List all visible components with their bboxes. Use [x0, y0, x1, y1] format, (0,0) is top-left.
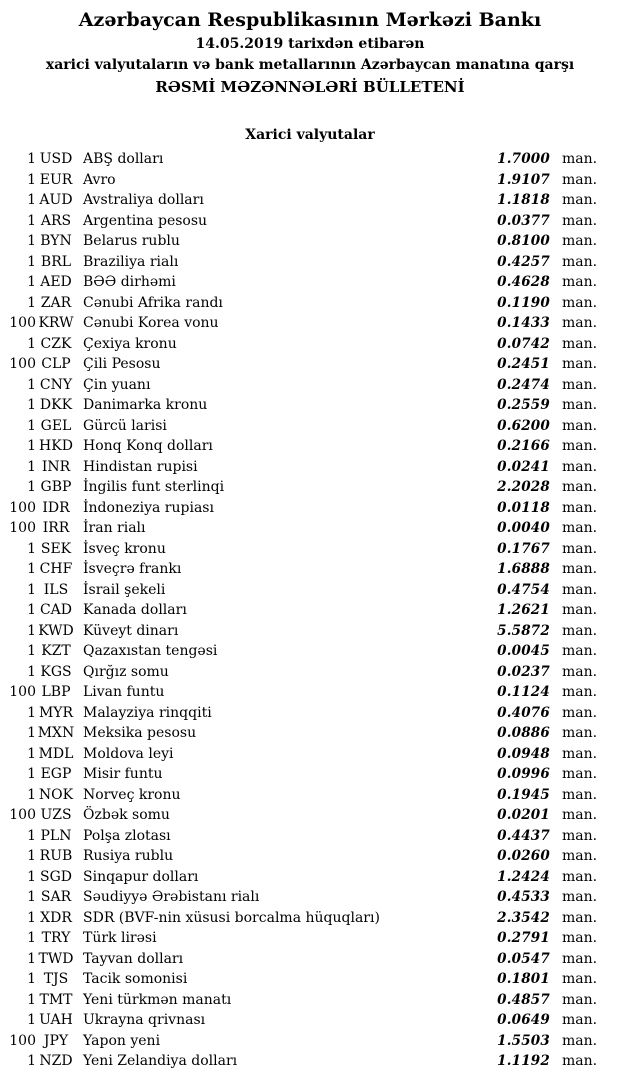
unit-label-cell: man.	[562, 766, 598, 783]
currency-code-cell: KZT	[41, 643, 71, 660]
unit-label-cell: man.	[562, 520, 598, 537]
section-title-foreign-currencies: Xarici valyutalar	[245, 127, 375, 143]
bulletin-header	[0, 0, 620, 98]
quantity-cell: 100	[9, 356, 36, 373]
unit-label-cell: man.	[562, 171, 598, 188]
rate-value-cell: 0.0996	[497, 766, 550, 783]
currency-name-cell: Cənubi Afrika randı	[83, 294, 223, 311]
currency-name-cell: Belarus rublu	[83, 233, 180, 250]
unit-label-cell: man.	[562, 151, 598, 168]
quantity-cell: 1	[27, 581, 36, 598]
unit-label-cell: man.	[562, 930, 598, 947]
table-row	[0, 498, 620, 519]
currency-name-cell: Çili Pesosu	[83, 356, 161, 373]
unit-label-cell: man.	[562, 889, 598, 906]
table-row	[0, 518, 620, 539]
rate-value-cell: 0.0040	[497, 520, 550, 537]
quantity-cell: 1	[27, 622, 36, 639]
rate-value-cell: 0.4437	[497, 827, 550, 844]
quantity-cell: 1	[27, 253, 36, 270]
currency-name-cell: Türk lirəsi	[83, 930, 157, 947]
rate-value-cell: 1.2621	[497, 602, 550, 619]
quantity-cell: 1	[27, 909, 36, 926]
quantity-cell: 100	[9, 499, 36, 516]
rate-value-cell: 0.1433	[497, 315, 550, 332]
unit-label-cell: man.	[562, 274, 598, 291]
table-row	[0, 703, 620, 724]
table-row	[0, 641, 620, 662]
rate-value-cell: 0.0742	[497, 335, 550, 352]
rate-value-cell: 0.8100	[497, 233, 550, 250]
exchange-rates-table-body	[0, 149, 620, 1072]
unit-label-cell: man.	[562, 725, 598, 742]
rate-value-cell: 0.4754	[497, 581, 550, 598]
currency-name-cell: Qırğız somu	[83, 663, 169, 680]
currency-code-cell: USD	[39, 151, 73, 168]
unit-label-cell: man.	[562, 971, 598, 988]
currency-code-cell: GBP	[40, 479, 72, 496]
table-row	[0, 272, 620, 293]
rate-value-cell: 0.0045	[497, 643, 550, 660]
unit-label-cell: man.	[562, 807, 598, 824]
currency-name-cell: BƏƏ dirhəmi	[83, 274, 176, 291]
currency-code-cell: TWD	[38, 950, 74, 967]
unit-label-cell: man.	[562, 561, 598, 578]
currency-code-cell: MDL	[38, 745, 74, 762]
unit-label-cell: man.	[562, 1053, 598, 1070]
currency-name-cell: İngilis funt sterlinqi	[83, 479, 225, 496]
currency-name-cell: İran rialı	[83, 520, 146, 537]
table-row	[0, 211, 620, 232]
currency-name-cell: Çexiya kronu	[83, 335, 177, 352]
currency-code-cell: EUR	[39, 171, 73, 188]
currency-name-cell: Rusiya rublu	[83, 848, 174, 865]
currency-name-cell: Meksika pesosu	[83, 725, 197, 742]
currency-code-cell: AUD	[39, 192, 73, 209]
quantity-cell: 100	[9, 315, 36, 332]
quantity-cell: 1	[27, 745, 36, 762]
rate-value-cell: 0.0377	[497, 212, 550, 229]
currency-name-cell: Moldova leyi	[83, 745, 174, 762]
currency-name-cell: İsrail şekeli	[83, 581, 166, 598]
currency-code-cell: ARS	[40, 212, 72, 229]
currency-name-cell: İsveçrə frankı	[83, 561, 182, 578]
currency-code-cell: ZAR	[40, 294, 72, 311]
quantity-cell: 1	[27, 848, 36, 865]
table-row	[0, 580, 620, 601]
table-row	[0, 990, 620, 1011]
rate-value-cell: 0.1124	[497, 684, 550, 701]
quantity-cell: 1	[27, 786, 36, 803]
rate-value-cell: 0.1945	[497, 786, 550, 803]
currency-code-cell: UZS	[40, 807, 72, 824]
currency-code-cell: ILS	[43, 581, 69, 598]
rate-value-cell: 2.3542	[497, 909, 550, 926]
currency-name-cell: Avstraliya dolları	[83, 192, 204, 209]
table-row	[0, 723, 620, 744]
table-row	[0, 170, 620, 191]
unit-label-cell: man.	[562, 602, 598, 619]
exchange-rates-table	[0, 149, 620, 1072]
unit-label-cell: man.	[562, 868, 598, 885]
table-row	[0, 846, 620, 867]
rate-value-cell: 0.2451	[497, 356, 550, 373]
quantity-cell: 1	[27, 704, 36, 721]
unit-label-cell: man.	[562, 909, 598, 926]
quantity-cell: 1	[27, 458, 36, 475]
unit-label-cell: man.	[562, 663, 598, 680]
unit-label-cell: man.	[562, 540, 598, 557]
currency-code-cell: HKD	[39, 438, 73, 455]
rate-value-cell: 0.1801	[497, 971, 550, 988]
currency-name-cell: Küveyt dinarı	[83, 622, 179, 639]
currency-code-cell: BYN	[40, 233, 72, 250]
currency-code-cell: IRR	[42, 520, 70, 537]
unit-label-cell: man.	[562, 848, 598, 865]
unit-label-cell: man.	[562, 438, 598, 455]
currency-name-cell: Yeni Zelandiya dolları	[83, 1053, 238, 1070]
table-row	[0, 149, 620, 170]
currency-code-cell: DKK	[39, 397, 73, 414]
currency-code-cell: CHF	[39, 561, 73, 578]
unit-label-cell: man.	[562, 950, 598, 967]
rate-value-cell: 0.0948	[497, 745, 550, 762]
table-row	[0, 949, 620, 970]
table-row	[0, 559, 620, 580]
currency-code-cell: RUB	[39, 848, 73, 865]
currency-name-cell: Hindistan rupisi	[83, 458, 198, 475]
currency-code-cell: SAR	[40, 889, 72, 906]
currency-name-cell: Kanada dolları	[83, 602, 187, 619]
currency-code-cell: XDR	[40, 909, 72, 926]
table-row	[0, 969, 620, 990]
currency-name-cell: Yapon yeni	[83, 1032, 161, 1049]
unit-label-cell: man.	[562, 294, 598, 311]
rate-value-cell: 0.0260	[497, 848, 550, 865]
rate-value-cell: 0.0201	[497, 807, 550, 824]
currency-code-cell: CZK	[40, 335, 72, 352]
table-row	[0, 231, 620, 252]
quantity-cell: 1	[27, 397, 36, 414]
table-row	[0, 539, 620, 560]
unit-label-cell: man.	[562, 356, 598, 373]
rate-value-cell: 0.1767	[497, 540, 550, 557]
quantity-cell: 1	[27, 889, 36, 906]
unit-label-cell: man.	[562, 827, 598, 844]
quantity-cell: 1	[27, 335, 36, 352]
currency-name-cell: Livan funtu	[83, 684, 165, 701]
table-row	[0, 190, 620, 211]
currency-name-cell: Norveç kronu	[83, 786, 181, 803]
currency-name-cell: Danimarka kronu	[83, 397, 208, 414]
quantity-cell: 1	[27, 991, 36, 1008]
quantity-cell: 1	[27, 171, 36, 188]
table-row	[0, 395, 620, 416]
table-row	[0, 252, 620, 273]
unit-label-cell: man.	[562, 704, 598, 721]
currency-name-cell: Qazaxıstan tengəsi	[83, 643, 218, 660]
currency-code-cell: KGS	[40, 663, 72, 680]
currency-name-cell: Braziliya rialı	[83, 253, 179, 270]
unit-label-cell: man.	[562, 684, 598, 701]
quantity-cell: 100	[9, 807, 36, 824]
quantity-cell: 1	[27, 540, 36, 557]
currency-code-cell: TJS	[43, 971, 69, 988]
rate-value-cell: 0.0118	[497, 499, 550, 516]
table-row	[0, 805, 620, 826]
rate-value-cell: 0.4857	[497, 991, 550, 1008]
unit-label-cell: man.	[562, 397, 598, 414]
currency-code-cell: MXN	[37, 725, 75, 742]
rate-value-cell: 0.1190	[497, 294, 550, 311]
bank-title: Azərbaycan Respublikasının Mərkəzi Bankı	[78, 9, 542, 31]
currency-code-cell: BRL	[40, 253, 72, 270]
quantity-cell: 1	[27, 438, 36, 455]
currency-code-cell: TMT	[39, 991, 73, 1008]
currency-name-cell: Sinqapur dolları	[83, 868, 199, 885]
unit-label-cell: man.	[562, 643, 598, 660]
effective-date-line: 14.05.2019 tarixdən etibarən	[195, 36, 425, 52]
unit-label-cell: man.	[562, 233, 598, 250]
quantity-cell: 1	[27, 1053, 36, 1070]
currency-code-cell: MYR	[38, 704, 74, 721]
table-row	[0, 887, 620, 908]
unit-label-cell: man.	[562, 335, 598, 352]
rate-value-cell: 1.7000	[497, 151, 550, 168]
currency-name-cell: Malayziya rinqqiti	[83, 704, 212, 721]
quantity-cell: 1	[27, 971, 36, 988]
quantity-cell: 1	[27, 766, 36, 783]
rate-value-cell: 0.4076	[497, 704, 550, 721]
rate-value-cell: 0.0547	[497, 950, 550, 967]
quantity-cell: 100	[9, 1032, 36, 1049]
currency-code-cell: INR	[41, 458, 71, 475]
currency-code-cell: IDR	[42, 499, 70, 516]
rate-value-cell: 0.2791	[497, 930, 550, 947]
quantity-cell: 1	[27, 1012, 36, 1029]
currency-name-cell: Polşa zlotası	[83, 827, 171, 844]
unit-label-cell: man.	[562, 1012, 598, 1029]
quantity-cell: 1	[27, 950, 36, 967]
table-row	[0, 764, 620, 785]
quantity-cell: 1	[27, 417, 36, 434]
rate-value-cell: 0.4533	[497, 889, 550, 906]
currency-name-cell: İsveç kronu	[83, 540, 166, 557]
rate-value-cell: 5.5872	[497, 622, 550, 639]
table-row	[0, 662, 620, 683]
unit-label-cell: man.	[562, 786, 598, 803]
unit-label-cell: man.	[562, 315, 598, 332]
unit-label-cell: man.	[562, 192, 598, 209]
rate-value-cell: 2.2028	[497, 479, 550, 496]
unit-label-cell: man.	[562, 745, 598, 762]
unit-label-cell: man.	[562, 581, 598, 598]
quantity-cell: 1	[27, 643, 36, 660]
currency-code-cell: UAH	[39, 1012, 73, 1029]
currency-code-cell: SGD	[40, 868, 72, 885]
table-row	[0, 313, 620, 334]
rate-value-cell: 0.6200	[497, 417, 550, 434]
currency-name-cell: Yeni türkmən manatı	[83, 991, 232, 1008]
currency-name-cell: Argentina pesosu	[83, 212, 208, 229]
rate-value-cell: 0.2166	[497, 438, 550, 455]
quantity-cell: 100	[9, 684, 36, 701]
currency-name-cell: Honq Konq dolları	[83, 438, 213, 455]
quantity-cell: 1	[27, 827, 36, 844]
table-row	[0, 908, 620, 929]
unit-label-cell: man.	[562, 212, 598, 229]
rate-value-cell: 0.4257	[497, 253, 550, 270]
currency-code-cell: GEL	[40, 417, 72, 434]
table-row	[0, 477, 620, 498]
bulletin-subtitle: xarici valyutaların və bank metallarının Azərbaycan manatına qarşı	[45, 57, 575, 73]
unit-label-cell: man.	[562, 479, 598, 496]
currency-code-cell: EGP	[40, 766, 72, 783]
currency-name-cell: Cənubi Korea vonu	[83, 315, 219, 332]
rate-value-cell: 0.0241	[497, 458, 550, 475]
rate-value-cell: 1.5503	[497, 1032, 550, 1049]
unit-label-cell: man.	[562, 991, 598, 1008]
unit-label-cell: man.	[562, 253, 598, 270]
currency-name-cell: Tayvan dolları	[83, 950, 184, 967]
quantity-cell: 1	[27, 930, 36, 947]
table-row	[0, 457, 620, 478]
quantity-cell: 1	[27, 663, 36, 680]
currency-name-cell: Səudiyyə Ərəbistanı rialı	[83, 889, 260, 906]
table-row	[0, 1010, 620, 1031]
rate-value-cell: 1.1818	[497, 192, 550, 209]
bulletin-title: RƏSMİ MƏZƏNNƏLƏRİ BÜLLETENİ	[155, 78, 465, 96]
table-row	[0, 436, 620, 457]
rate-value-cell: 0.0237	[497, 663, 550, 680]
table-row	[0, 375, 620, 396]
unit-label-cell: man.	[562, 499, 598, 516]
table-row	[0, 682, 620, 703]
currency-name-cell: İndoneziya rupiası	[83, 499, 214, 516]
currency-code-cell: JPY	[43, 1032, 69, 1049]
currency-code-cell: PLN	[40, 827, 72, 844]
quantity-cell: 1	[27, 725, 36, 742]
quantity-cell: 1	[27, 376, 36, 393]
rate-value-cell: 0.0649	[497, 1012, 550, 1029]
table-row	[0, 826, 620, 847]
currency-code-cell: SEK	[40, 540, 72, 557]
table-row	[0, 1051, 620, 1072]
unit-label-cell: man.	[562, 376, 598, 393]
table-row	[0, 785, 620, 806]
currency-code-cell: TRY	[41, 930, 71, 947]
rate-value-cell: 0.0886	[497, 725, 550, 742]
table-row	[0, 621, 620, 642]
quantity-cell: 1	[27, 561, 36, 578]
unit-label-cell: man.	[562, 458, 598, 475]
table-row	[0, 928, 620, 949]
currency-code-cell: KRW	[38, 315, 74, 332]
currency-name-cell: Gürcü larisi	[83, 417, 167, 434]
table-row	[0, 354, 620, 375]
quantity-cell: 1	[27, 233, 36, 250]
quantity-cell: 1	[27, 479, 36, 496]
table-row	[0, 334, 620, 355]
table-row	[0, 867, 620, 888]
quantity-cell: 1	[27, 868, 36, 885]
table-row	[0, 1031, 620, 1052]
currency-code-cell: CNY	[39, 376, 73, 393]
rate-value-cell: 1.1192	[497, 1053, 550, 1070]
quantity-cell: 1	[27, 192, 36, 209]
currency-name-cell: Misir funtu	[83, 766, 163, 783]
rate-value-cell: 0.4628	[497, 274, 550, 291]
table-row	[0, 416, 620, 437]
unit-label-cell: man.	[562, 417, 598, 434]
rate-value-cell: 0.2559	[497, 397, 550, 414]
unit-label-cell: man.	[562, 622, 598, 639]
rate-value-cell: 1.9107	[497, 171, 550, 188]
currency-code-cell: CAD	[39, 602, 73, 619]
currency-name-cell: ABŞ dolları	[83, 151, 164, 168]
table-row	[0, 744, 620, 765]
currency-name-cell: Avro	[83, 171, 116, 188]
quantity-cell: 1	[27, 151, 36, 168]
quantity-cell: 1	[27, 274, 36, 291]
table-row	[0, 293, 620, 314]
currency-code-cell: NOK	[38, 786, 74, 803]
currency-name-cell: Özbək somu	[83, 807, 170, 824]
currency-code-cell: NZD	[39, 1053, 73, 1070]
quantity-cell: 1	[27, 602, 36, 619]
table-row	[0, 600, 620, 621]
currency-name-cell: Ukrayna qrivnası	[83, 1012, 206, 1029]
rate-value-cell: 0.2474	[497, 376, 550, 393]
rate-value-cell: 1.6888	[497, 561, 550, 578]
currency-code-cell: KWD	[38, 622, 74, 639]
rate-value-cell: 1.2424	[497, 868, 550, 885]
quantity-cell: 1	[27, 294, 36, 311]
currency-code-cell: AED	[40, 274, 72, 291]
currency-code-cell: LBP	[41, 684, 71, 701]
currency-name-cell: Çin yuanı	[83, 376, 151, 393]
quantity-cell: 1	[27, 212, 36, 229]
currency-code-cell: CLP	[41, 356, 71, 373]
unit-label-cell: man.	[562, 1032, 598, 1049]
currency-name-cell: SDR (BVF-nin xüsusi borcalma hüquqları)	[83, 909, 380, 926]
currency-name-cell: Tacik somonisi	[83, 971, 188, 988]
quantity-cell: 100	[9, 520, 36, 537]
